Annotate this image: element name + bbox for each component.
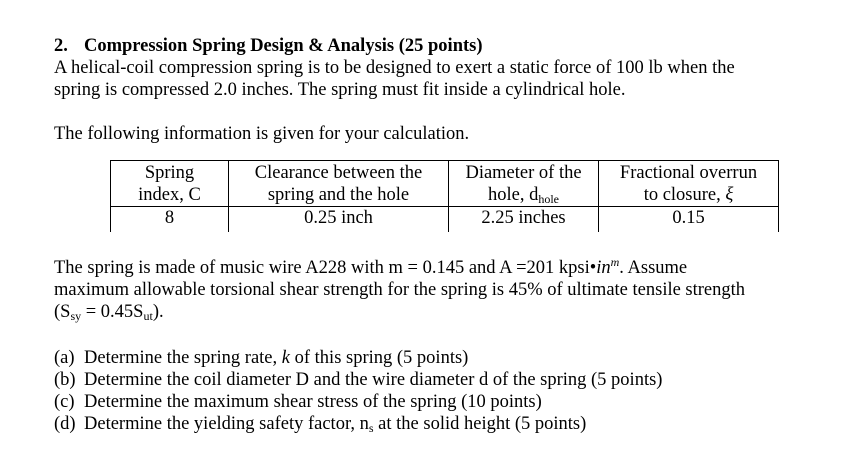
task-a: (a) Determine the spring rate, k of this spring (5 points) xyxy=(54,348,469,368)
value-fractional-overrun: 0.15 xyxy=(599,207,779,233)
header-spring-index: Spring index, C xyxy=(111,161,229,207)
problem-page xyxy=(54,35,834,435)
task-d: (d) Determine the yielding safety factor, $n_s$ at the solid height (5 points) xyxy=(54,414,587,435)
material-paragraph xyxy=(54,257,834,323)
question-title-text: Compression Spring Design & Analysis (25 points) xyxy=(84,36,483,56)
task-b: (b) Determine the coil diameter D and the wire diameter d of the spring (5 points) xyxy=(54,370,663,390)
task-c: (c) Determine the maximum shear stress of the spring (10 points) xyxy=(54,392,542,412)
value-hole-diameter: 2.25 inches xyxy=(449,207,599,233)
value-clearance: 0.25 inch xyxy=(229,207,449,233)
question-number: 2. xyxy=(54,36,68,56)
intro-line-2: spring is compressed 2.0 inches. The spring must fit inside a cylindrical hole. xyxy=(54,80,626,100)
table-row xyxy=(111,207,779,233)
given-info-text: The following information is given for your calculation. xyxy=(54,124,470,144)
header-fractional-overrun: Fractional overrun to closure, ξ xyxy=(599,161,779,207)
value-spring-index: 8 xyxy=(111,207,229,233)
task-list xyxy=(54,347,834,435)
header-hole-diameter: Diameter of the hole, $d_{hole}$ xyxy=(449,161,599,207)
header-clearance: Clearance between the spring and the hole xyxy=(229,161,449,207)
parameters-table xyxy=(110,160,779,232)
xi-symbol: ξ xyxy=(725,185,734,205)
question-title xyxy=(54,35,834,57)
intro-line-1: A helical-coil compression spring is to be designed to exert a static force of 100 lb when the xyxy=(54,58,735,78)
material-line-1: The spring is made of music wire A228 with m = 0.145 and A =201 $kpsi•in^m$. Assume xyxy=(54,255,688,278)
material-line-2: maximum allowable torsional shear strength for the spring is 45% of ultimate tensile strength xyxy=(54,280,746,300)
material-line-3: $(S_{sy} = 0.45S_{ut})$. xyxy=(54,302,164,323)
table-header-row xyxy=(111,161,779,207)
